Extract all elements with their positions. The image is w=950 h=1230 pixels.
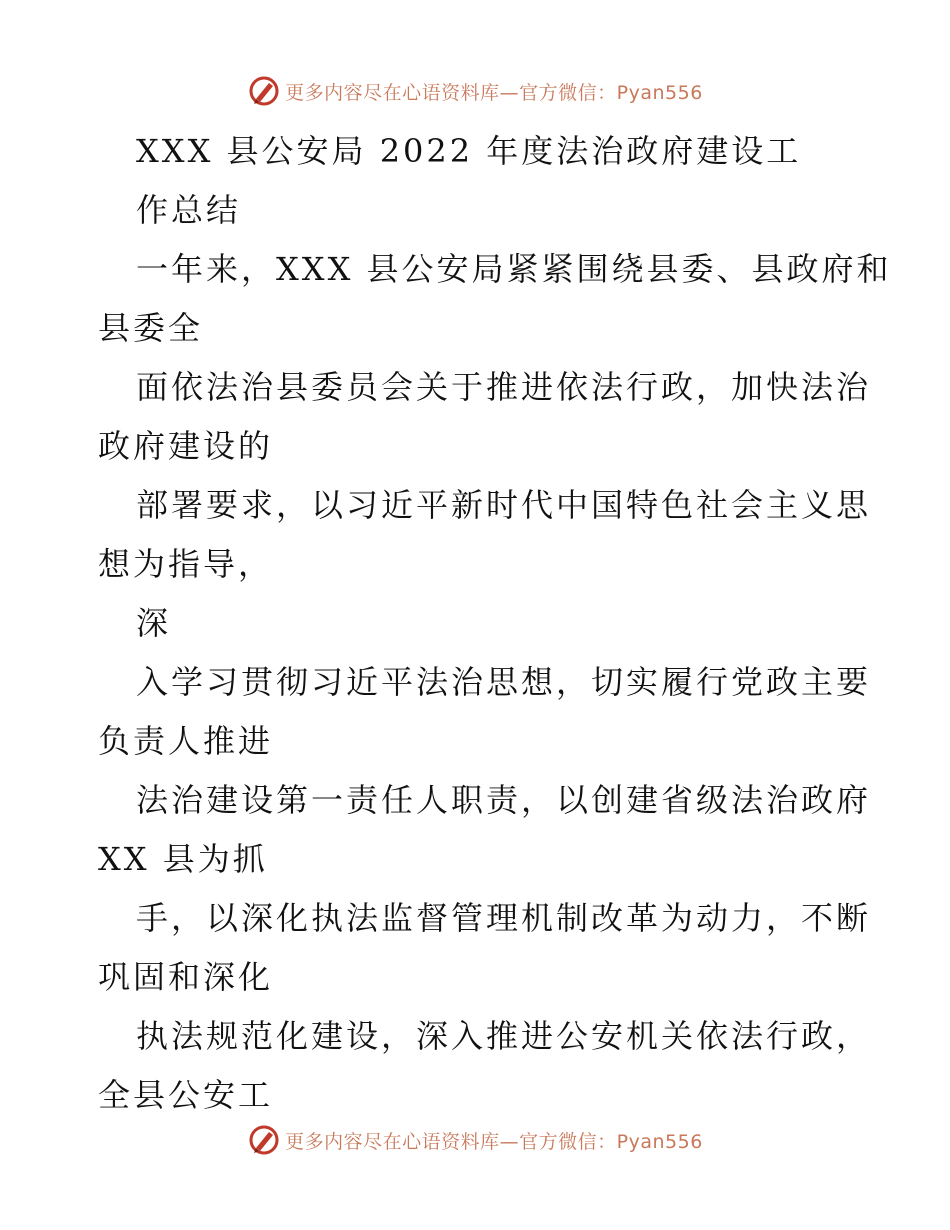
- text-line: XX 县为抓: [98, 840, 268, 878]
- pen-in-circle-icon: [247, 74, 281, 108]
- text-line: 部署要求，以习近平新时代中国特色社会主义思: [136, 486, 872, 524]
- title-line-1: XXX 县公安局 2022 年度法治政府建设工: [136, 132, 802, 170]
- watermark-header: [0, 71, 950, 111]
- document-body: [98, 122, 892, 1125]
- watermark-text: 更多内容尽在心语资料库—官方微信：Pyan556: [285, 81, 703, 104]
- text-line: 手，以深化执法监督管理机制改革为动力，不断: [136, 899, 872, 937]
- text-line: 执法规范化建设，深入推进公安机关依法行政，: [136, 1017, 872, 1055]
- text-line: 想为指导，: [98, 545, 274, 583]
- text-line: 深: [136, 604, 172, 642]
- text-line: 政府建设的: [98, 427, 274, 465]
- text-line: 法治建设第一责任人职责，以创建省级法治政府: [136, 781, 872, 819]
- pen-in-circle-icon: [247, 1123, 281, 1157]
- watermark-text: 更多内容尽在心语资料库—官方微信：Pyan556: [285, 1130, 703, 1153]
- text-line: 面依法治县委员会关于推进依法行政，加快法治: [136, 368, 872, 406]
- text-line: 巩固和深化: [98, 958, 274, 996]
- text-line: 负责人推进: [98, 722, 274, 760]
- title-line-2: 作总结: [136, 191, 242, 229]
- text-line: 入学习贯彻习近平法治思想，切实履行党政主要: [136, 663, 872, 701]
- watermark-footer: [0, 1120, 950, 1160]
- text-line: 一年来，XXX 县公安局紧紧围绕县委、县政府和: [136, 250, 892, 288]
- text-line: 全县公安工: [98, 1076, 274, 1114]
- text-line: 县委全: [98, 309, 204, 347]
